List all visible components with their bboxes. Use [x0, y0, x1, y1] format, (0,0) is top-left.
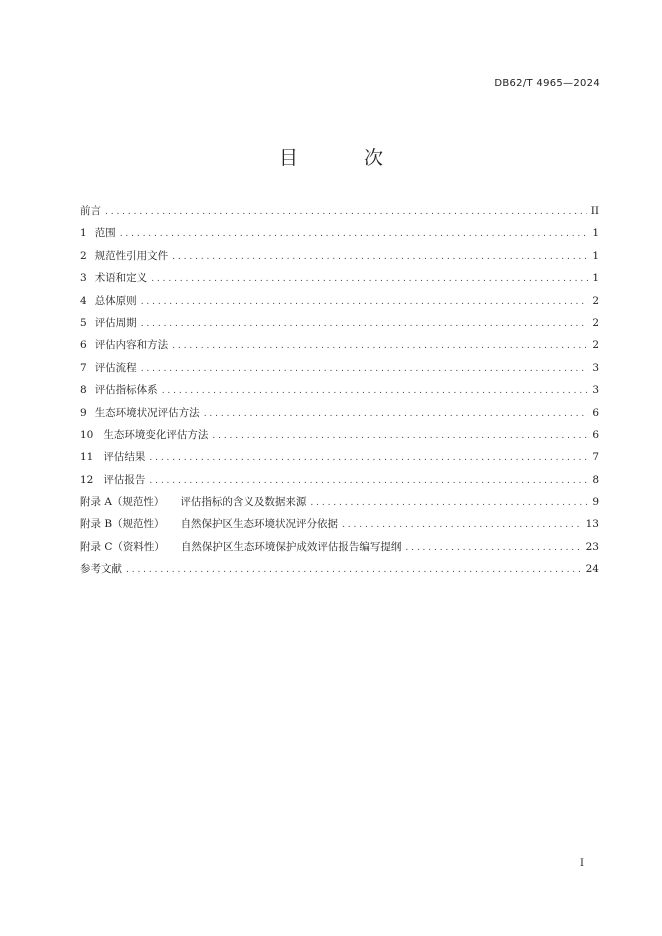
toc-entry-page: 7: [592, 451, 599, 464]
toc-entry-page: 2: [592, 339, 599, 352]
toc-leader-dots: [162, 380, 589, 402]
toc-leader-dots: [212, 425, 588, 447]
toc-entry-number: 9: [80, 406, 87, 419]
toc-entry-annex-c[interactable]: [80, 536, 599, 558]
toc-leader-dots: [141, 358, 589, 380]
toc-entry-text: 评估内容和方法: [94, 339, 169, 352]
toc-leader-dots: [204, 403, 589, 425]
toc-entry-page: 3: [592, 384, 599, 397]
toc-entry-number: 12: [80, 473, 94, 486]
toc-entry-number: 4: [80, 294, 87, 307]
toc-entry-number: 11: [80, 451, 94, 464]
toc-entry-text: 评估指标体系: [94, 384, 158, 397]
toc-entry-label: [80, 222, 116, 244]
toc-leader-dots: [310, 492, 588, 514]
toc-entry-number: 附录 A（规范性）: [80, 496, 165, 509]
toc-entry-label: [80, 558, 122, 580]
toc-entry-12[interactable]: [80, 469, 599, 491]
toc-entry-page: II: [590, 205, 599, 217]
toc-entry-page: 2: [592, 316, 599, 329]
toc-leader-dots: [151, 268, 588, 290]
toc-entry-number: 8: [80, 384, 87, 397]
page-title: 目 次: [278, 147, 414, 169]
document-code: DB62/T 4965—2024: [494, 78, 600, 89]
toc-entry-10[interactable]: [80, 424, 599, 446]
toc-entry-text: 评估周期: [94, 316, 137, 329]
toc-entry-number: 1: [80, 227, 87, 240]
toc-leader-dots: [141, 313, 589, 335]
toc-entry-5[interactable]: [80, 312, 599, 334]
toc-leader-dots: [149, 447, 588, 469]
toc-entry-page: 3: [592, 361, 599, 374]
toc-leader-dots: [105, 201, 587, 223]
toc-leader-dots: [342, 514, 582, 536]
toc-entry-label: [80, 334, 168, 356]
toc-entry-text: 参考文献: [80, 563, 122, 576]
toc-entry-3[interactable]: [80, 267, 599, 289]
toc-entry-text: 自然保护区生态环境保护成效评估报告编写提纲: [180, 540, 402, 553]
toc-entry-number: 附录 B（规范性）: [80, 518, 165, 531]
toc-leader-dots: [405, 537, 581, 559]
toc-entry-2[interactable]: [80, 245, 599, 267]
toc-entry-text: 总体原则: [94, 294, 137, 307]
toc-entry-label: [80, 312, 137, 334]
toc-entry-number: 5: [80, 316, 87, 329]
toc-entry-number: 10: [80, 428, 94, 441]
toc-entry-text: 前言: [80, 205, 101, 217]
toc-entry-label: [80, 469, 145, 491]
toc-entry-label: [80, 245, 168, 267]
toc-entry-foreword[interactable]: [80, 200, 599, 222]
toc-entry-text: 自然保护区生态环境状况评分依据: [180, 518, 339, 531]
toc-entry-text: 术语和定义: [94, 272, 148, 285]
toc-leader-dots: [149, 470, 588, 492]
table-of-contents: [80, 200, 599, 581]
toc-entry-8[interactable]: [80, 379, 599, 401]
toc-entry-label: [80, 446, 145, 468]
toc-entry-label: [80, 357, 137, 379]
toc-entry-annex-b[interactable]: [80, 513, 599, 535]
toc-entry-number: 3: [80, 272, 87, 285]
toc-entry-page: 1: [592, 272, 599, 285]
toc-entry-label: [80, 402, 200, 424]
toc-entry-page: 8: [592, 473, 599, 486]
toc-entry-references[interactable]: [80, 558, 599, 580]
toc-entry-label: [80, 267, 147, 289]
toc-entry-number: 6: [80, 339, 87, 352]
toc-entry-7[interactable]: [80, 357, 599, 379]
toc-entry-page: 2: [592, 294, 599, 307]
toc-entry-text: 范围: [94, 227, 116, 240]
toc-leader-dots: [172, 246, 588, 268]
toc-entry-6[interactable]: [80, 334, 599, 356]
toc-entry-text: 评估结果: [103, 451, 146, 464]
toc-entry-page: 23: [585, 540, 599, 553]
toc-entry-number: 2: [80, 249, 87, 262]
toc-entry-page: 1: [592, 249, 599, 262]
toc-entry-page: 24: [585, 563, 599, 576]
toc-entry-page: 6: [592, 406, 599, 419]
toc-entry-page: 13: [585, 518, 599, 531]
toc-entry-label: [80, 290, 137, 312]
toc-entry-number: 附录 C（资料性）: [80, 540, 165, 553]
toc-leader-dots: [126, 559, 582, 581]
toc-entry-number: 7: [80, 361, 87, 374]
toc-entry-page: 6: [592, 428, 599, 441]
toc-entry-annex-a[interactable]: [80, 491, 599, 513]
toc-leader-dots: [120, 223, 589, 245]
toc-entry-label: [80, 491, 306, 513]
toc-entry-label: [80, 379, 158, 401]
page-number: I: [580, 858, 584, 869]
toc-entry-text: 生态环境变化评估方法: [103, 428, 209, 441]
toc-entry-page: 9: [592, 496, 599, 509]
toc-entry-1[interactable]: [80, 222, 599, 244]
toc-leader-dots: [172, 335, 588, 357]
toc-entry-text: 评估指标的含义及数据来源: [180, 496, 307, 509]
toc-entry-11[interactable]: [80, 446, 599, 468]
toc-entry-label: [80, 536, 401, 558]
toc-entry-text: 评估流程: [94, 361, 137, 374]
toc-entry-9[interactable]: [80, 402, 599, 424]
toc-entry-4[interactable]: [80, 290, 599, 312]
toc-entry-label: [80, 200, 101, 222]
toc-entry-label: [80, 424, 208, 446]
toc-leader-dots: [141, 291, 589, 313]
toc-entry-text: 生态环境状况评估方法: [94, 406, 200, 419]
toc-entry-text: 评估报告: [103, 473, 146, 486]
toc-entry-page: 1: [592, 227, 599, 240]
toc-entry-label: [80, 513, 338, 535]
toc-entry-text: 规范性引用文件: [94, 249, 169, 262]
